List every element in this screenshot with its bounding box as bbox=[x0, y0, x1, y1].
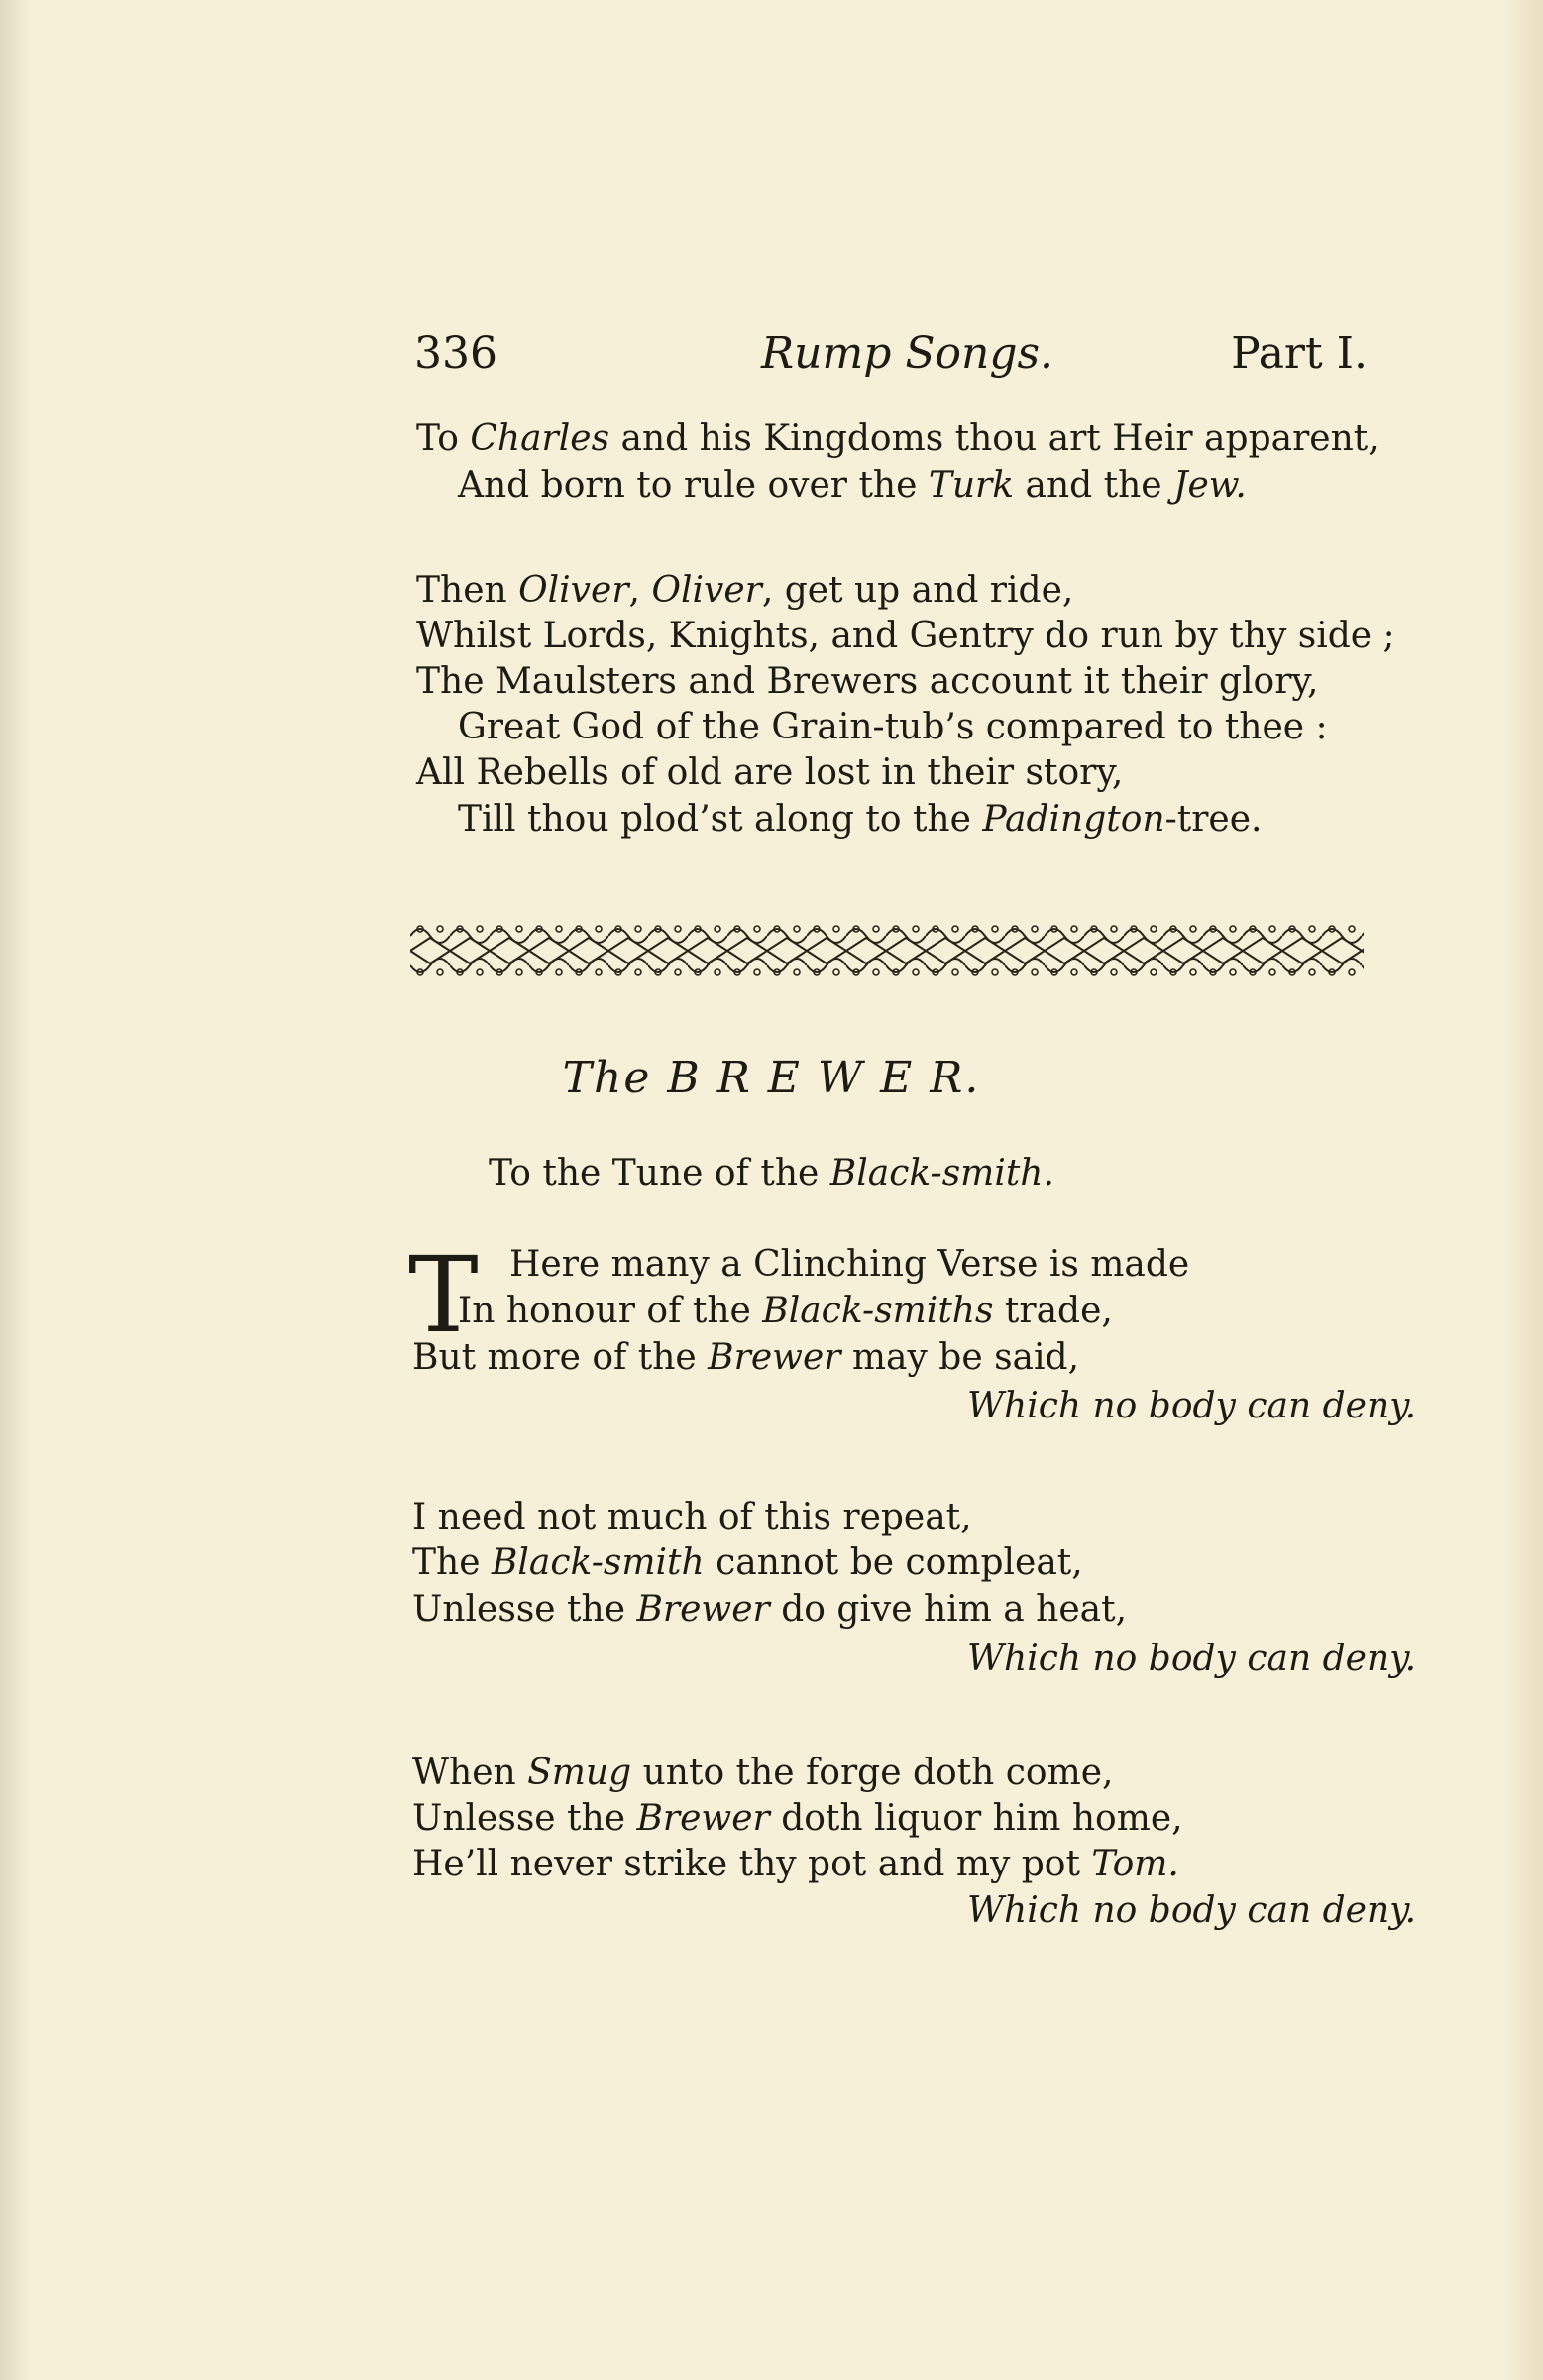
verse-line: I need not much of this repeat, bbox=[412, 1497, 972, 1537]
refrain-line: Which no body can deny. bbox=[967, 1890, 1417, 1931]
verse-line: Then Oliver, Oliver, get up and ride, bbox=[416, 570, 1074, 611]
verse-line: Great God of the Grain-tub’s compared to thee : bbox=[458, 707, 1328, 747]
refrain-line: Which no body can deny. bbox=[967, 1639, 1417, 1679]
verse-line: Unlesse the Brewer doth liquor him home, bbox=[412, 1798, 1183, 1839]
verse-line: When Smug unto the forge doth come, bbox=[412, 1753, 1114, 1793]
tune-line: To the Tune of the Black-smith. bbox=[489, 1153, 1054, 1193]
drop-cap: T bbox=[408, 1234, 479, 1356]
running-title: Rump Songs. bbox=[761, 328, 1054, 379]
part-label: Part I. bbox=[1231, 328, 1368, 379]
verse-line: Unlesse the Brewer do give him a heat, bbox=[412, 1589, 1128, 1630]
running-header bbox=[414, 322, 1368, 382]
verse-line: To Charles and his Kingdoms thou art Heir apparent, bbox=[416, 418, 1379, 459]
verse-line: The Black-smith cannot be compleat, bbox=[412, 1542, 1083, 1583]
verse-line: Till thou plod’st along to the Padington-tree. bbox=[458, 799, 1263, 840]
verse-line: Whilst Lords, Knights, and Gentry do run by thy side ; bbox=[416, 616, 1395, 656]
song-title: The B R E W E R. bbox=[562, 1053, 981, 1103]
refrain-line: Which no body can deny. bbox=[967, 1386, 1417, 1426]
verse-line: But more of the Brewer may be said, bbox=[412, 1337, 1080, 1378]
verse-line: The Maulsters and Brewers account it their glory, bbox=[416, 661, 1319, 702]
verse-line: He’ll never strike thy pot and my pot Tom. bbox=[412, 1844, 1179, 1884]
page-number: 336 bbox=[414, 328, 497, 379]
verse-line: In honour of the Black-smiths trade, bbox=[458, 1291, 1113, 1331]
ornament-divider bbox=[410, 920, 1364, 981]
verse-line: All Rebells of old are lost in their story, bbox=[416, 752, 1124, 793]
verse-line: And born to rule over the Turk and the Jew. bbox=[458, 465, 1247, 506]
verse-line: Here many a Clinching Verse is made bbox=[509, 1244, 1190, 1285]
